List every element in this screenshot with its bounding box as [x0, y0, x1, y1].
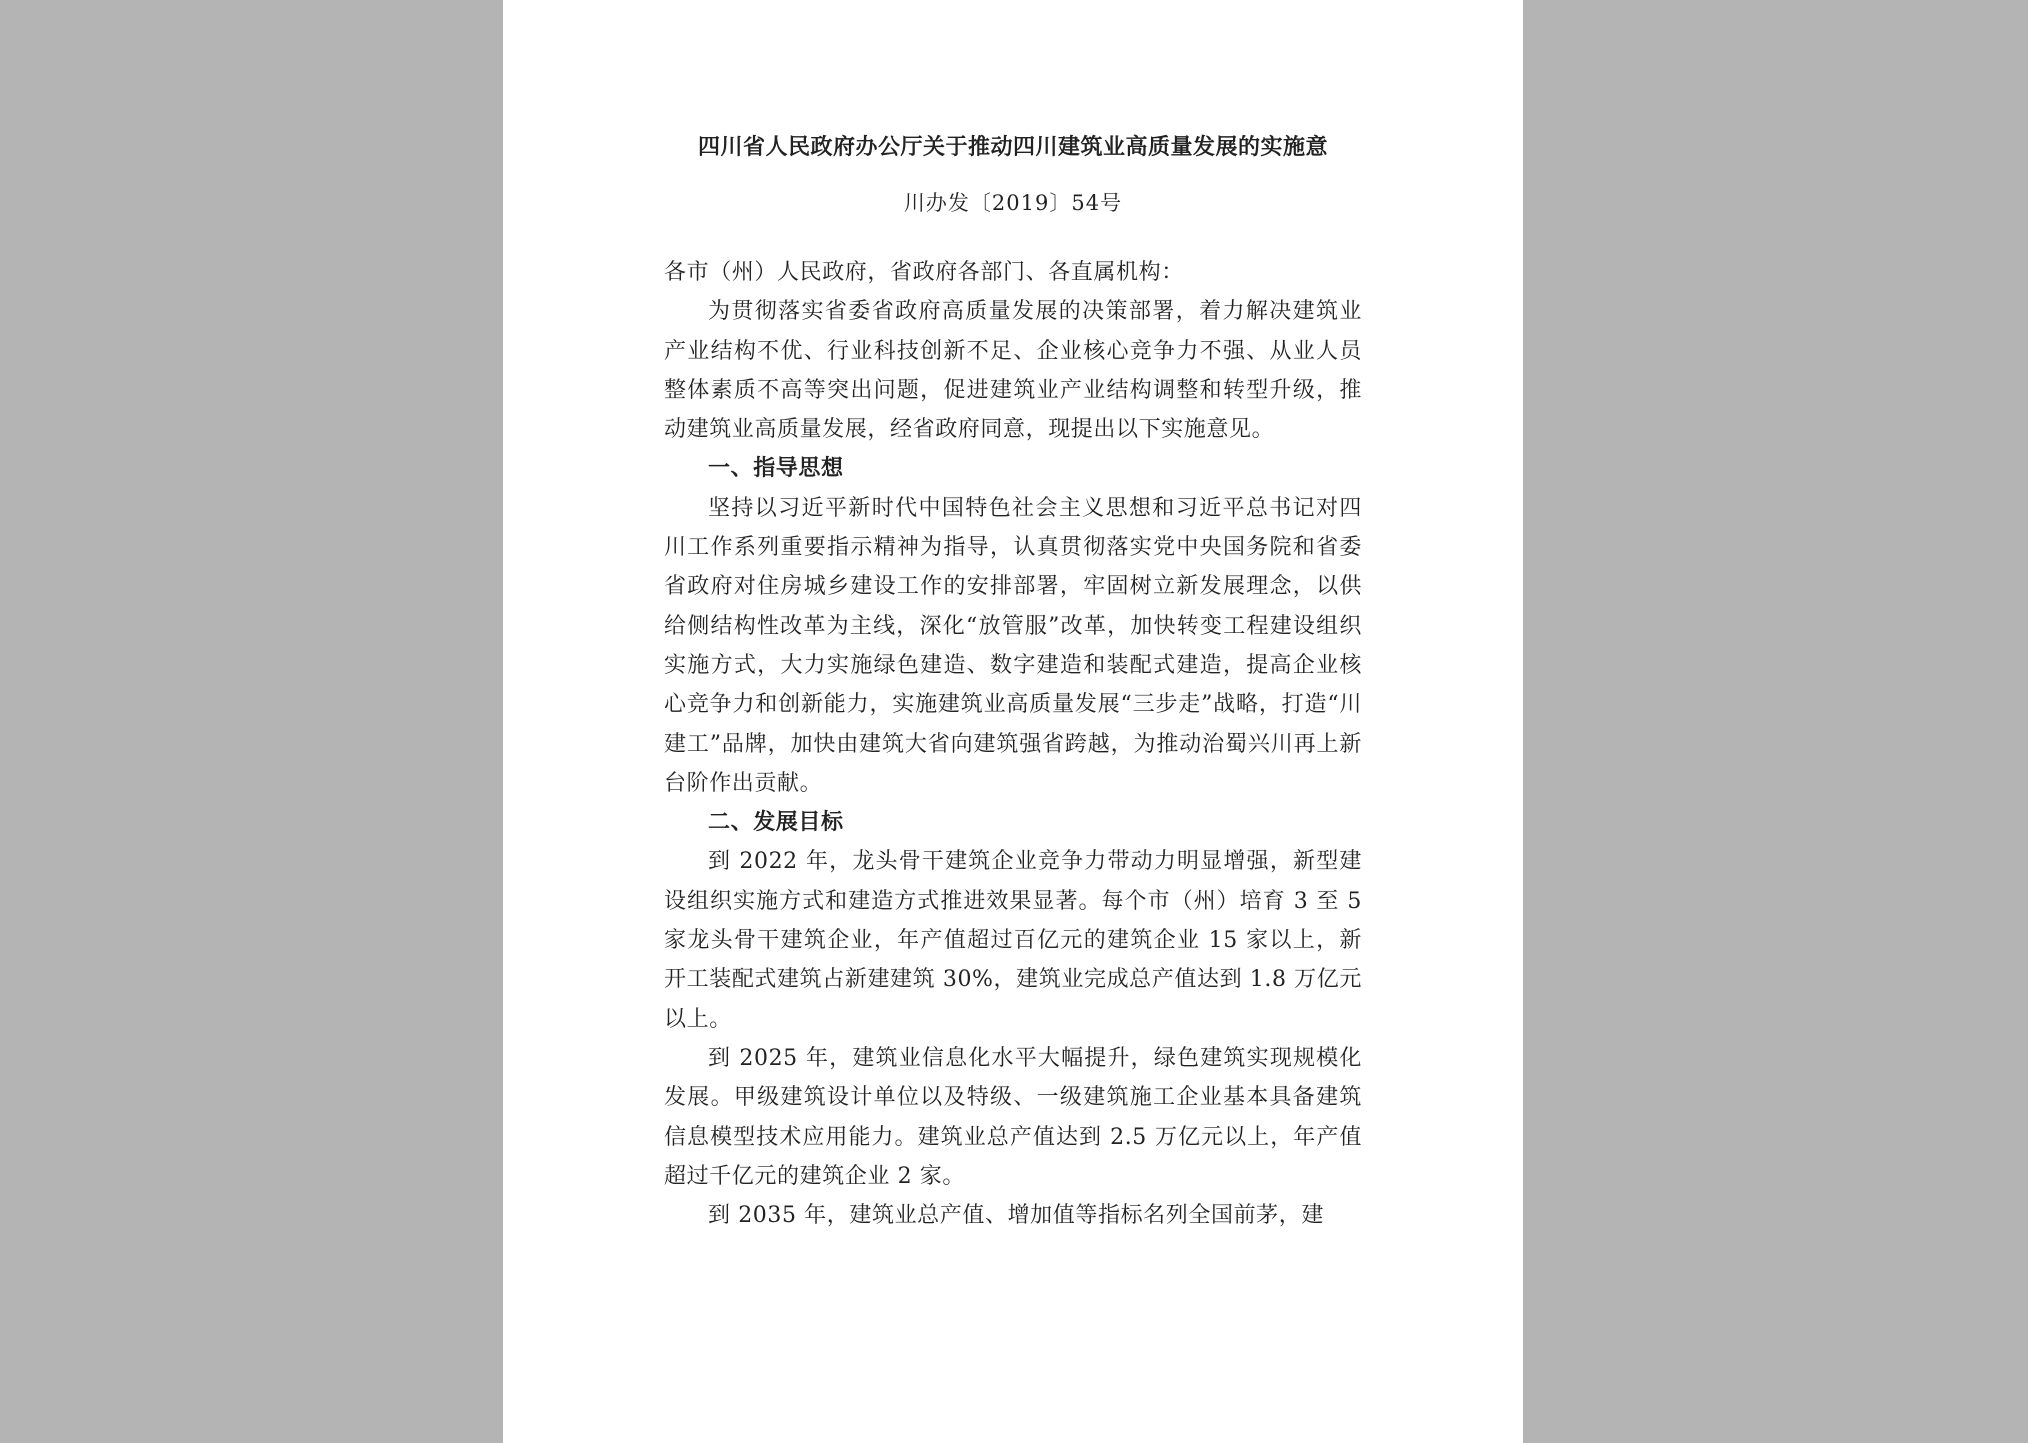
guiding-ideology-paragraph: 坚持以习近平新时代中国特色社会主义思想和习近平总书记对四川工作系列重要指示精神为指导，认真贯彻落实党中央国务院和省委省政府对住房城乡建设工作的安排部署，牢固树立新发展理念，以供给侧结构性改革为主线，深化“放管服”改革，加快转变工程建设组织实施方式，大力实施绿色建造、数字建造和装配式建造，提高企业核心竞争力和创新能力，实施建筑业高质量发展“三步走”战略，打造“川建工”品牌，加快由建筑大省向建筑强省跨越，为推动治蜀兴川再上新台阶作出贡献。: [664, 495, 1362, 796]
goal-paragraph-2035: 到 2035 年，建筑业总产值、增加值等指标名列全国前茅，建: [708, 1203, 1324, 1229]
document-page: [503, 0, 1523, 1443]
salutation: 各市（州）人民政府，省政府各部门、各直属机构：: [664, 260, 1184, 285]
intro-paragraph: 为贯彻落实省委省政府高质量发展的决策部署，着力解决建筑业产业结构不优、行业科技创新不足、企业核心竞争力不强、从业人员整体素质不高等突出问题，促进建筑业产业结构调整和转型升级，推动建筑业高质量发展，经省政府同意，现提出以下实施意见。: [664, 299, 1362, 443]
goal-paragraph-2022: 到 2022 年，龙头骨干建筑企业竞争力带动力明显增强，新型建设组织实施方式和建造方式推进效果显著。每个市（州）培育 3 至 5 家龙头骨干建筑企业，年产值超过百亿元的建筑企业 15 家以上，新开工装配式建筑占新建建筑 30%，建筑业完成总产值达到 1.8 万亿元以上。: [664, 849, 1362, 1032]
goal-paragraph-2025: 到 2025 年，建筑业信息化水平大幅提升，绿色建筑实现规模化发展。甲级建筑设计单位以及特级、一级建筑施工企业基本具备建筑信息模型技术应用能力。建筑业总产值达到 2.5 万亿元以上，年产值超过千亿元的建筑企业 2 家。: [664, 1045, 1362, 1189]
document-number: 川办发〔2019〕54号: [903, 191, 1123, 215]
section-heading-guiding-ideology: 一、指导思想: [708, 456, 844, 482]
section-heading-development-goals: 二、发展目标: [708, 810, 844, 836]
document-title: 四川省人民政府办公厅关于推动四川建筑业高质量发展的实施意: [697, 135, 1328, 160]
document-body: [664, 253, 1362, 1235]
